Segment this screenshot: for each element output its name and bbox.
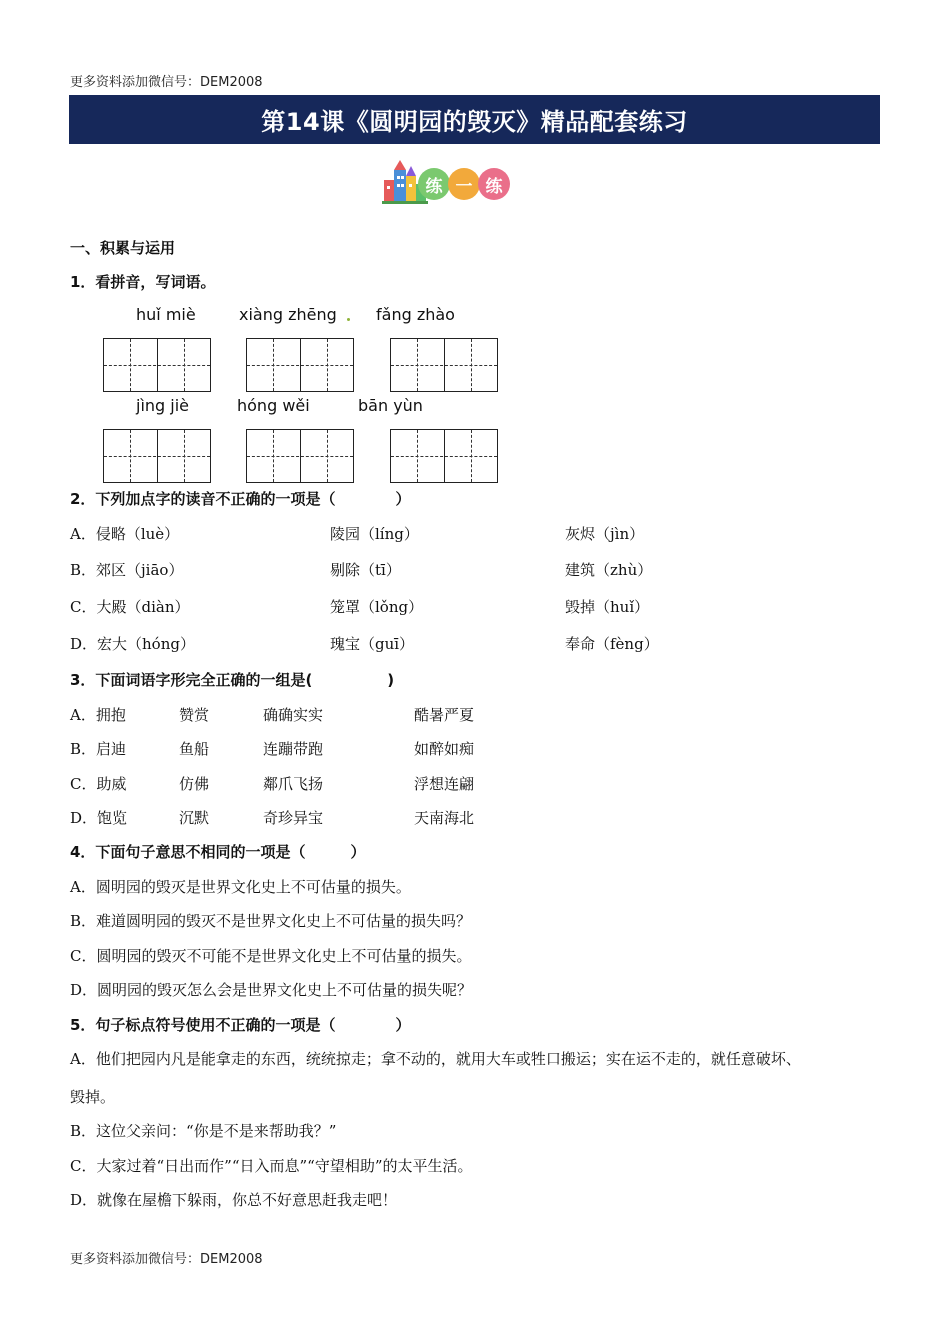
q2-option: 陵园（líng） [330,525,419,543]
q5-option-d: D．就像在屋檐下躲雨，你总不好意思赶我走吧！ [70,1191,398,1209]
q5-option-b: B．这位父亲问：“你是不是来帮助我？” [70,1122,337,1140]
footer-note: 更多资料添加微信号：DEM2008 [70,1252,263,1267]
q3-option: D．饱览 [70,809,128,827]
q2-option: B．郊区（jiāo） [70,561,184,579]
q4-option-a: A．圆明园的毁灭是世界文化史上不可估量的损失。 [70,878,411,896]
q2-option: 瑰宝（guī） [330,635,415,653]
title-banner [69,95,880,144]
q3-option: 如醉如痴 [414,740,475,758]
pinyin-1: huǐ miè [136,305,196,324]
q3-option: 赞赏 [179,706,210,724]
q5-option-a-line1: A．他们把园内凡是能拿走的东西，统统掠走；拿不动的，就用大车或牲口搬运；实在运不走的，就任意破坏、 [70,1050,801,1068]
pinyin-2: xiàng zhēng [239,305,337,324]
q3-option: 连蹦带跑 [263,740,324,758]
q2-option: 笼罩（lǒng） [330,598,424,616]
q2-option: 建筑（zhù） [565,561,653,579]
q2-stem: 2．下列加点字的读音不正确的一项是（ ） [70,490,411,508]
q3-option: A．拥抱 [70,706,126,724]
q4-stem: 4．下面句子意思不相同的一项是（ ） [70,843,366,861]
q2-option: A．侵略（luè） [70,525,180,543]
writing-grid[interactable] [103,338,211,392]
q2-option: 奉命（fèng） [565,635,659,653]
q5-stem: 5．句子标点符号使用不正确的一项是（ ） [70,1016,411,1034]
q4-option-d: D．圆明园的毁灭怎么会是世界文化史上不可估量的损失呢？ [70,981,473,999]
q5-option-a-line2: 毁掉。 [70,1088,116,1106]
q3-option: 沉默 [179,809,210,827]
q1-stem: 1．看拼音，写词语。 [70,273,216,291]
section-heading: 一、积累与运用 [70,239,176,257]
q3-option: C．助威 [70,775,127,793]
q3-stem: 3．下面词语字形完全正确的一组是( ) [70,671,395,689]
q2-option: 毁掉（huǐ） [565,598,650,616]
practice-logo [382,156,512,204]
logo-char-1: 练 [418,168,450,200]
logo-char-3: 练 [478,168,510,200]
q3-option: 浮想连翩 [414,775,475,793]
q2-option: C．大殿（diàn） [70,598,190,616]
q3-option: B．启迪 [70,740,127,758]
page-title: 第14课《圆明园的毁灭》精品配套练习 [261,108,688,136]
pinyin-4: jìng jiè [136,396,190,415]
logo-char-2: 一 [448,168,480,200]
writing-grid[interactable] [246,429,354,483]
q3-option: 天南海北 [414,809,475,827]
q4-option-c: C．圆明园的毁灭不可能不是世界文化史上不可估量的损失。 [70,947,472,965]
q2-option: 剔除（tī） [330,561,401,579]
writing-grid[interactable] [390,338,498,392]
pinyin-5: hóng wěi [237,396,310,415]
q3-option: 仿佛 [179,775,210,793]
q4-option-b: B．难道圆明园的毁灭不是世界文化史上不可估量的损失吗？ [70,912,472,930]
q3-option: 确确实实 [263,706,324,724]
writing-grid[interactable] [390,429,498,483]
writing-grid[interactable] [246,338,354,392]
q2-option: D．宏大（hóng） [70,635,195,653]
pinyin-3: fǎng zhào [376,305,455,324]
q3-option: 鱼船 [179,740,210,758]
q3-option: 酷暑严夏 [414,706,475,724]
q2-option: 灰烬（jìn） [565,525,645,543]
writing-grid[interactable] [103,429,211,483]
pinyin-6: bān yùn [358,396,423,415]
q5-option-c: C．大家过着“日出而作”“日入而息”“守望相助”的太平生活。 [70,1157,473,1175]
decor-dot [347,318,350,321]
q3-option: 鄰爪飞扬 [263,775,324,793]
header-note: 更多资料添加微信号：DEM2008 [70,75,263,90]
q3-option: 奇珍异宝 [263,809,324,827]
